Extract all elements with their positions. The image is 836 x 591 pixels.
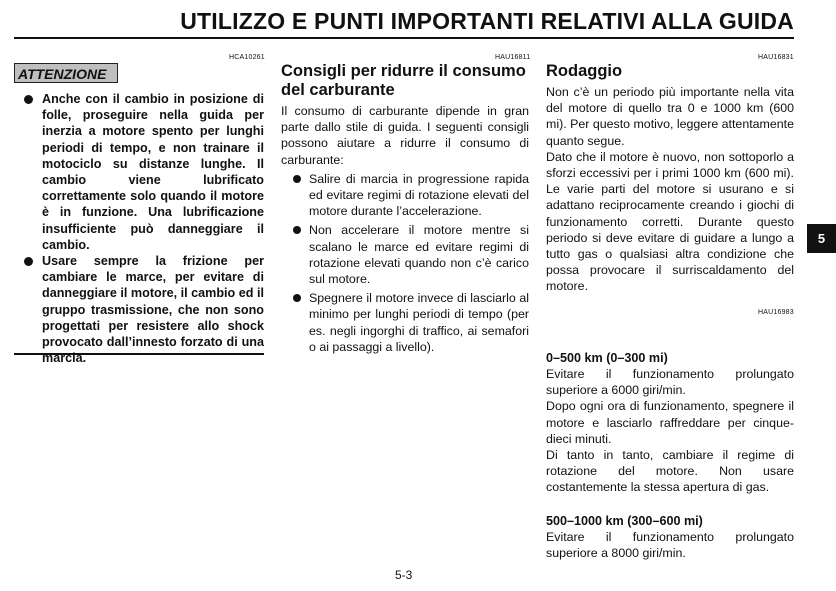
stage-line: Dopo ogni ora di funzionamento, spegnere il motore e lasciarlo raffreddare per cinque-dieci minuti. <box>546 399 794 446</box>
warning-box <box>14 63 264 366</box>
stage-line: Evitare il funzionamento prolungato superiore a 6000 giri/min. <box>546 367 794 398</box>
warning-item: Usare sempre la frizione per cambiare le marce, per evitare di danneggiare il motore, il cambio ed il gruppo trasmissione, che non sono progettati per resistere allo shock provocato dall’innesto forzato di una marcia. <box>14 253 264 366</box>
fuel-section <box>281 62 529 355</box>
fuel-tip: Non accelerare il motore mentre si scalano le marce ed evitare regimi di rotazione elevati quando non c’è carico sul motore. <box>281 222 529 287</box>
warning-label: ATTENZIONE <box>14 63 118 83</box>
break-in-heading: Rodaggio <box>546 62 623 80</box>
break-in-stages-code: HAU16983 <box>758 309 794 316</box>
break-in-code: HAU16831 <box>758 54 794 61</box>
fuel-tips <box>281 171 529 355</box>
fuel-intro: Il consumo di carburante dipende in gran parte dallo stile di guida. I seguenti consigli possono aiutare a ridurre il consumo di carburante: <box>281 104 529 167</box>
page-number: 5-3 <box>395 568 413 582</box>
break-in-para: Non c’è un periodo più importante nella vita del motore di quello tra 0 e 1000 km (600 mi). Per questo motivo, leggere attentamente quanto segue. <box>546 85 794 148</box>
fuel-tip: Salire di marcia in progressione rapida ed evitare regimi di rotazione elevati del motore durante l’accelerazione. <box>281 171 529 220</box>
warning-code: HCA10261 <box>229 54 265 61</box>
break-in-para: Dato che il motore è nuovo, non sottoporlo a sforzi eccessivi per i primi 1000 km (600 mi). Le varie parti del motore si usurano e si adattano reciprocamente creando i giochi di funzionamento corretti. Durante questo periodo si deve evitare di guidare a lungo a tutto gas o qualsiasi altra condizione che possa provocare il surriscaldamento del motore. <box>546 149 794 294</box>
page-title: UTILIZZO E PUNTI IMPORTANTI RELATIVI ALLA GUIDA <box>180 8 794 34</box>
fuel-heading: Consigli per ridurre il consumo del carburante <box>281 62 526 99</box>
title-divider <box>14 37 794 39</box>
warning-item: Anche con il cambio in posizione di folle, proseguire nella guida per inerzia a motore spento per lunghi periodi di tempo, e non trainare il motociclo su distanze lunghe. Il cambio viene lubrificato correttamente solo quando il motore è in funzione. Una lubrificazione insufficiente può danneggiare il cambio. <box>14 91 264 253</box>
stage-line: Evitare il funzionamento prolungato superiore a 8000 giri/min. <box>546 530 794 561</box>
stage-title: 500–1000 km (300–600 mi) <box>546 514 703 528</box>
stage-line: Di tanto in tanto, cambiare il regime di rotazione del motore. Non usare costantemente la stessa apertura di gas. <box>546 448 794 495</box>
fuel-tip: Spegnere il motore invece di lasciarlo al minimo per lunghi periodi di tempo (per es. negli ingorghi di traffico, ai semafori o ai passaggi a livello). <box>281 290 529 355</box>
fuel-code: HAU16811 <box>495 54 531 61</box>
warning-list <box>14 91 264 366</box>
break-in-stage-1 <box>546 350 794 496</box>
stage-title: 0–500 km (0–300 mi) <box>546 351 668 365</box>
chapter-tab: 5 <box>807 224 836 253</box>
break-in-stage-2 <box>546 513 794 561</box>
break-in-section <box>546 62 794 295</box>
